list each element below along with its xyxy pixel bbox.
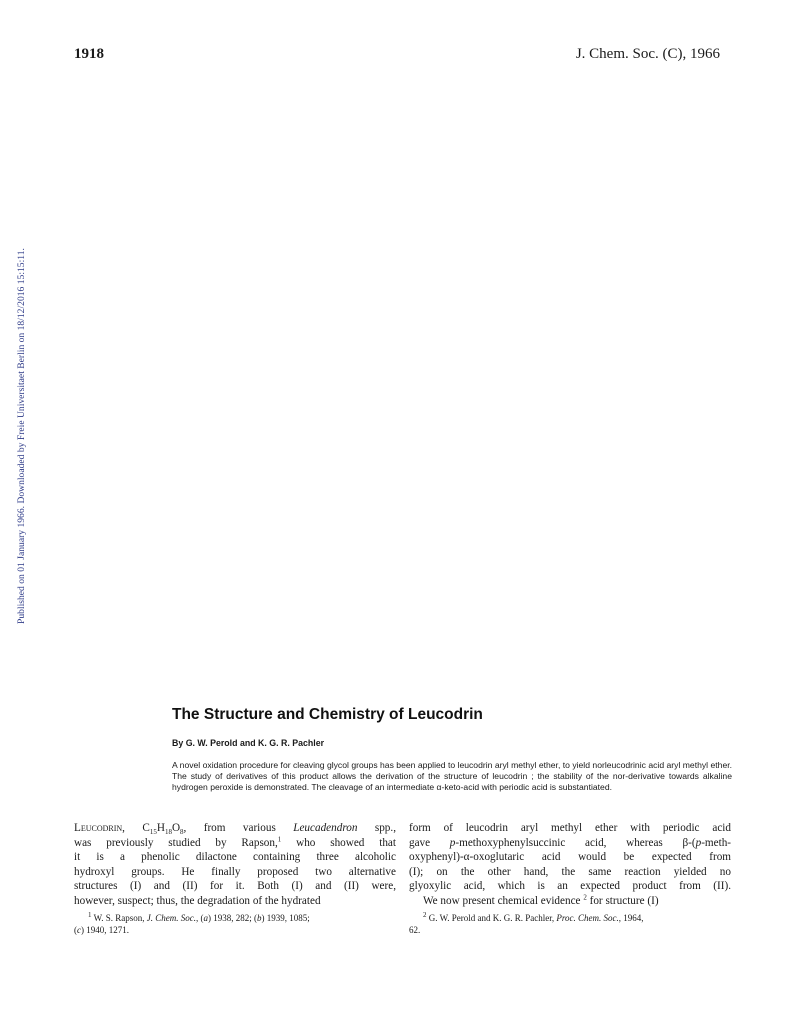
body-line: oxyphenyl)-α-oxoglutaric acid would be expected from xyxy=(409,851,731,863)
download-watermark xyxy=(0,188,27,628)
article-abstract: A novel oxidation procedure for cleaving glycol groups has been applied to leucodrin aryl methyl ether, to yield norleucodrinic acid aryl methyl ether. The study of derivatives of this product allows the derivation of the structure of leucodrin ; the stability of the nor-derivative towards alkaline hydrogen peroxide is demonstrated. The cleavage of an intermediate α-keto-acid with periodic acid is substantiated. xyxy=(172,760,732,792)
footnote-1 xyxy=(74,913,396,936)
body-line: glyoxylic acid, which is an expected product from (II). xyxy=(409,880,731,892)
body-line: (I); on the other hand, the same reaction yielded no xyxy=(409,865,731,878)
compound-name: Leucodrin xyxy=(74,822,123,834)
body-line: We now present chemical evidence $^2$ for structure (I) xyxy=(423,892,659,907)
footnote-2 xyxy=(409,913,731,936)
body-column-right xyxy=(409,821,731,908)
body-line: structures (I) and (II) for it. Both (I) and (II) were, xyxy=(74,880,396,892)
footnote-line: $^1$ W. S. Rapson, J. Chem. Soc., (a) 1938, 282; (b) 1939, 1085; xyxy=(88,911,310,923)
body-line: gave p-methoxyphenylsuccinic acid, whereas β-(p-meth- xyxy=(409,836,732,849)
body-line: was previously studied by Rapson,$^1$ who showed that xyxy=(74,834,396,849)
body-column-left xyxy=(74,821,396,908)
body-line: hydroxyl groups. He finally proposed two alternative xyxy=(74,865,396,878)
body-line: Leucodrin, $C_{15}H_{18}O_8$, from various Leucadendron spp., xyxy=(74,822,396,837)
footnote-line: (c) 1940, 1271. xyxy=(74,924,129,935)
journal-reference: J. Chem. Soc. (C), 1966 xyxy=(575,46,720,62)
body-line: it is a phenolic dilactone containing three alcoholic xyxy=(74,851,396,863)
page-number: 1918 xyxy=(74,46,104,62)
article-title: The Structure and Chemistry of Leucodrin xyxy=(172,706,483,723)
footnote-line: $^2$ G. W. Perold and K. G. R. Pachler, Proc. Chem. Soc., 1964, xyxy=(423,911,644,923)
body-line: form of leucodrin aryl methyl ether with periodic acid xyxy=(409,822,731,834)
article-authors: By G. W. Perold and K. G. R. Pachler xyxy=(172,738,325,748)
footnote-line: 62. xyxy=(409,924,421,935)
download-watermark-text: Published on 01 January 1966. Downloaded by Freie Universitaet Berlin on 18/12/2016 15:15:11. xyxy=(16,248,27,624)
body-line: however, suspect; thus, the degradation of the hydrated xyxy=(74,894,321,907)
